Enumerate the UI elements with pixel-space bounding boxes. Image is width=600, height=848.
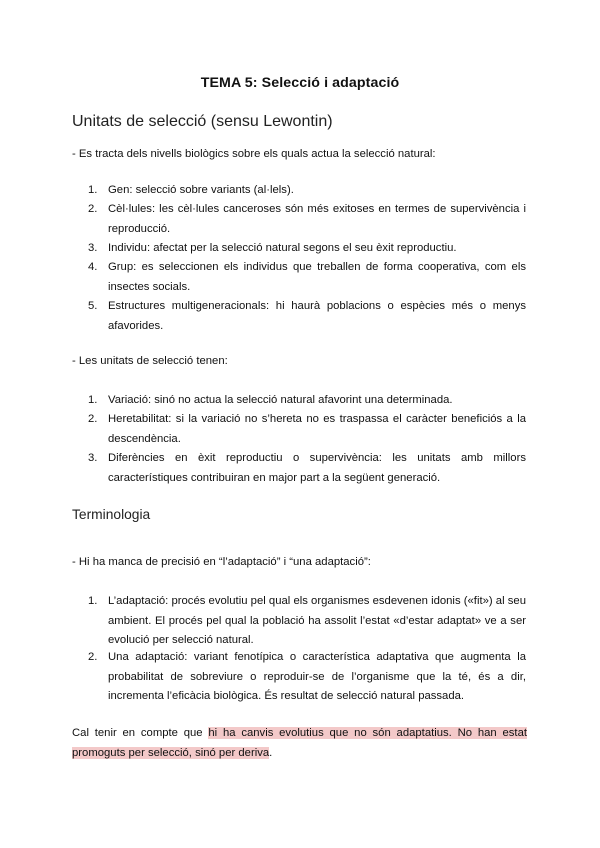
- note-plain: Cal tenir en compte que: [72, 727, 209, 739]
- list-item: 5. Estructures multigeneracionals: hi haurà poblacions o espècies més o menys afavorides.: [88, 300, 526, 332]
- intro-units: - Es tracta dels nivells biològics sobre els quals actua la selecció natural:: [72, 148, 436, 160]
- list-item: 1. Gen: selecció sobre variants (al·lels).: [88, 184, 294, 196]
- page-title: TEMA 5: Selecció i adaptació: [200, 75, 400, 91]
- list-item: 3. Diferències en èxit reproductiu o supervivència: les unitats amb millors característiques contribuiran en major part a la següent generació.: [88, 452, 526, 484]
- section-heading-units: Unitats de selecció (sensu Lewontin): [72, 113, 333, 130]
- list-item: 2. Heretabilitat: si la variació no s’hereta no es traspassa el caràcter beneficiós a la descendència.: [88, 413, 526, 445]
- note-paragraph: [72, 724, 527, 763]
- list-item: 4. Grup: es seleccionen els individus que treballen de forma cooperativa, com els insectes socials.: [88, 261, 526, 293]
- list-item: 3. Individu: afectat per la selecció natural segons el seu èxit reproductiu.: [88, 242, 457, 254]
- list-item: 1. Variació: sinó no actua la selecció natural afavorint una determinada.: [88, 394, 453, 406]
- list-item: 2. Una adaptació: variant fenotípica o característica adaptativa que augmenta la probabilitat de sobreviure o reproduir-se de l’organisme que la té, és a dir, incrementa l’eficàcia biològica. És resultat de selecció natural passada.: [88, 651, 526, 702]
- list-item: 1. L’adaptació: procés evolutiu pel qual els organismes esdevenen idonis («fit») al seu ambient. El procés pel qual la població ha assolit l’estat «d’estar adaptat» ve a ser evolució per selecció natural.: [88, 595, 526, 646]
- section-heading-terminology: Terminologia: [72, 507, 151, 522]
- list-item: 2. Cèl·lules: les cèl·lules canceroses són més exitoses en termes de supervivència i reproducció.: [88, 203, 526, 235]
- note-highlight: hi ha canvis evolutius que no són adaptatius. No han estat promoguts per selecció, sinó per deriva: [72, 727, 527, 759]
- note-end: .: [269, 746, 273, 759]
- intro-unit-properties: - Les unitats de selecció tenen:: [72, 355, 228, 367]
- intro-terminology: - Hi ha manca de precisió en “l’adaptació” i “una adaptació”:: [72, 556, 371, 568]
